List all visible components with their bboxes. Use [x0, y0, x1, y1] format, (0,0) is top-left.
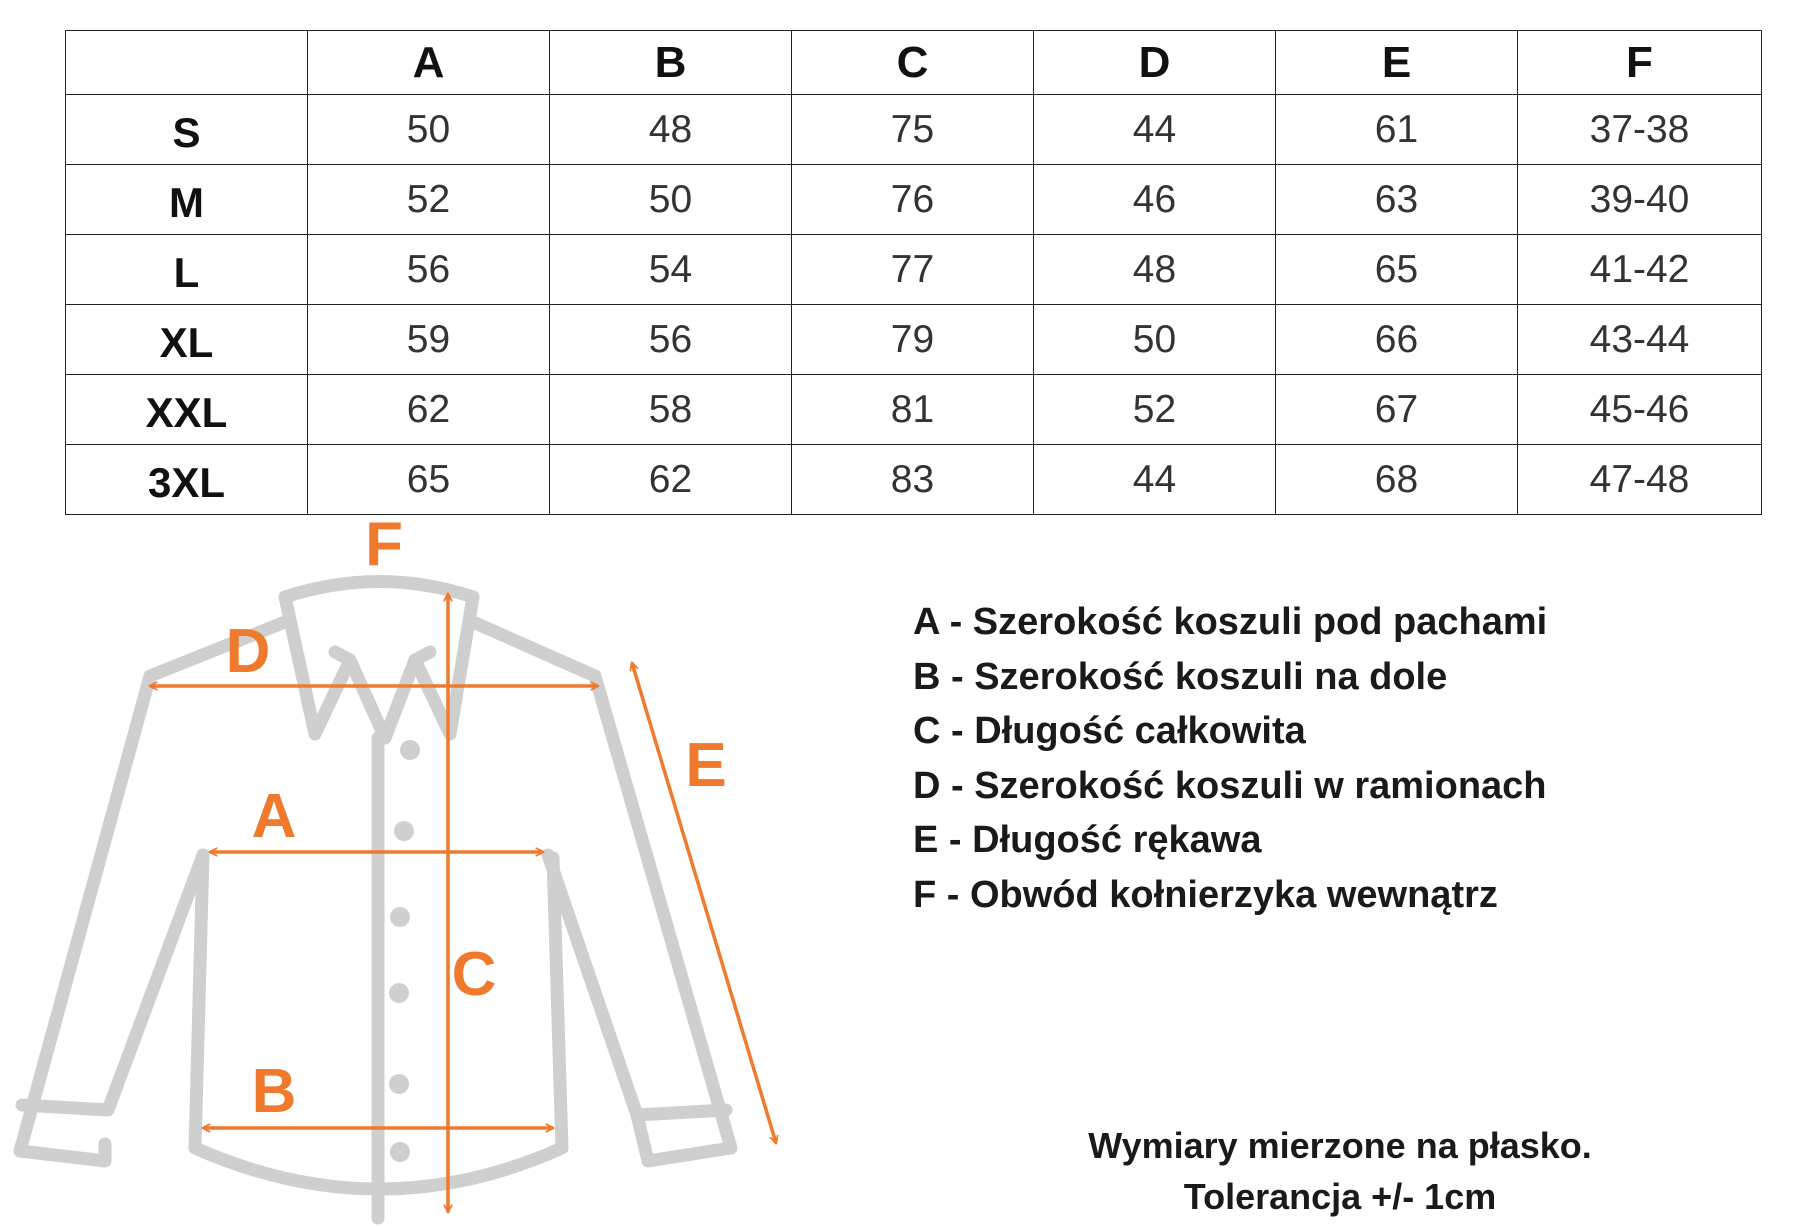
table-cell: 45-46 — [1518, 375, 1762, 445]
table-cell: 50 — [550, 165, 792, 235]
table-cell: 44 — [1034, 445, 1276, 515]
size-label: S — [66, 95, 308, 165]
table-cell: 54 — [550, 235, 792, 305]
legend-item-d: D - Szerokość koszuli w ramionach — [913, 764, 1547, 807]
header-cell-e: E — [1276, 31, 1518, 95]
table-cell: 52 — [1034, 375, 1276, 445]
table-cell: 50 — [1034, 305, 1276, 375]
label-e: E — [685, 731, 727, 800]
table-row — [66, 375, 1762, 445]
table-cell: 68 — [1276, 445, 1518, 515]
table-cell: 43-44 — [1518, 305, 1762, 375]
measurement-note — [1020, 1120, 1660, 1222]
table-cell: 56 — [308, 235, 550, 305]
table-cell: 47-48 — [1518, 445, 1762, 515]
table-row — [66, 95, 1762, 165]
legend-item-c: C - Długość całkowita — [913, 710, 1306, 752]
label-b: B — [251, 1057, 297, 1126]
table-cell: 66 — [1276, 305, 1518, 375]
table-cell: 79 — [792, 305, 1034, 375]
table-cell: 76 — [792, 165, 1034, 235]
size-label: 3XL — [66, 445, 308, 515]
size-table — [65, 30, 1762, 515]
table-cell: 65 — [1276, 235, 1518, 305]
note-flat-measure: Wymiary mierzone na płasko. — [1088, 1125, 1592, 1166]
table-cell: 65 — [308, 445, 550, 515]
table-cell: 56 — [550, 305, 792, 375]
header-cell-c: C — [792, 31, 1034, 95]
table-row — [66, 165, 1762, 235]
table-cell: 67 — [1276, 375, 1518, 445]
measurement-legend — [913, 595, 1547, 922]
table-row — [66, 235, 1762, 305]
table-cell: 46 — [1034, 165, 1276, 235]
size-label: L — [66, 235, 308, 305]
header-cell-b: B — [550, 31, 792, 95]
size-label: XL — [66, 305, 308, 375]
label-d: D — [225, 617, 271, 686]
table-cell: 81 — [792, 375, 1034, 445]
label-c: C — [451, 940, 497, 1009]
legend-item-b: B - Szerokość koszuli na dole — [913, 655, 1448, 698]
shirt-buttons — [389, 740, 420, 1162]
table-cell: 77 — [792, 235, 1034, 305]
size-label: XXL — [66, 375, 308, 445]
table-cell: 59 — [308, 305, 550, 375]
table-cell: 62 — [308, 375, 550, 445]
table-cell: 37-38 — [1518, 95, 1762, 165]
header-cell-f: F — [1518, 31, 1762, 95]
table-cell: 63 — [1276, 165, 1518, 235]
table-cell: 61 — [1276, 95, 1518, 165]
table-cell: 48 — [1034, 235, 1276, 305]
table-cell: 62 — [550, 445, 792, 515]
measurement-arrows — [150, 594, 776, 1212]
table-cell: 52 — [308, 165, 550, 235]
table-cell: 41-42 — [1518, 235, 1762, 305]
header-cell-d: D — [1034, 31, 1276, 95]
table-cell: 58 — [550, 375, 792, 445]
header-cell-a: A — [308, 31, 550, 95]
legend-item-e: E - Długość rękawa — [913, 819, 1262, 861]
table-cell: 39-40 — [1518, 165, 1762, 235]
table-cell: 75 — [792, 95, 1034, 165]
shirt-outline — [20, 582, 731, 1219]
header-cell-empty — [66, 31, 308, 95]
size-label: M — [66, 165, 308, 235]
legend-item-f: F - Obwód kołnierzyka wewnątrz — [913, 873, 1498, 916]
label-a: A — [251, 782, 297, 851]
note-tolerance: Tolerancja +/- 1cm — [1183, 1176, 1497, 1217]
table-cell: 48 — [550, 95, 792, 165]
table-cell: 83 — [792, 445, 1034, 515]
legend-item-a: A - Szerokość koszuli pod pachami — [913, 601, 1548, 643]
shirt-diagram — [0, 490, 800, 1227]
label-f: F — [365, 510, 403, 579]
table-cell: 50 — [308, 95, 550, 165]
table-header-row — [66, 31, 1762, 95]
table-row — [66, 305, 1762, 375]
table-cell: 44 — [1034, 95, 1276, 165]
